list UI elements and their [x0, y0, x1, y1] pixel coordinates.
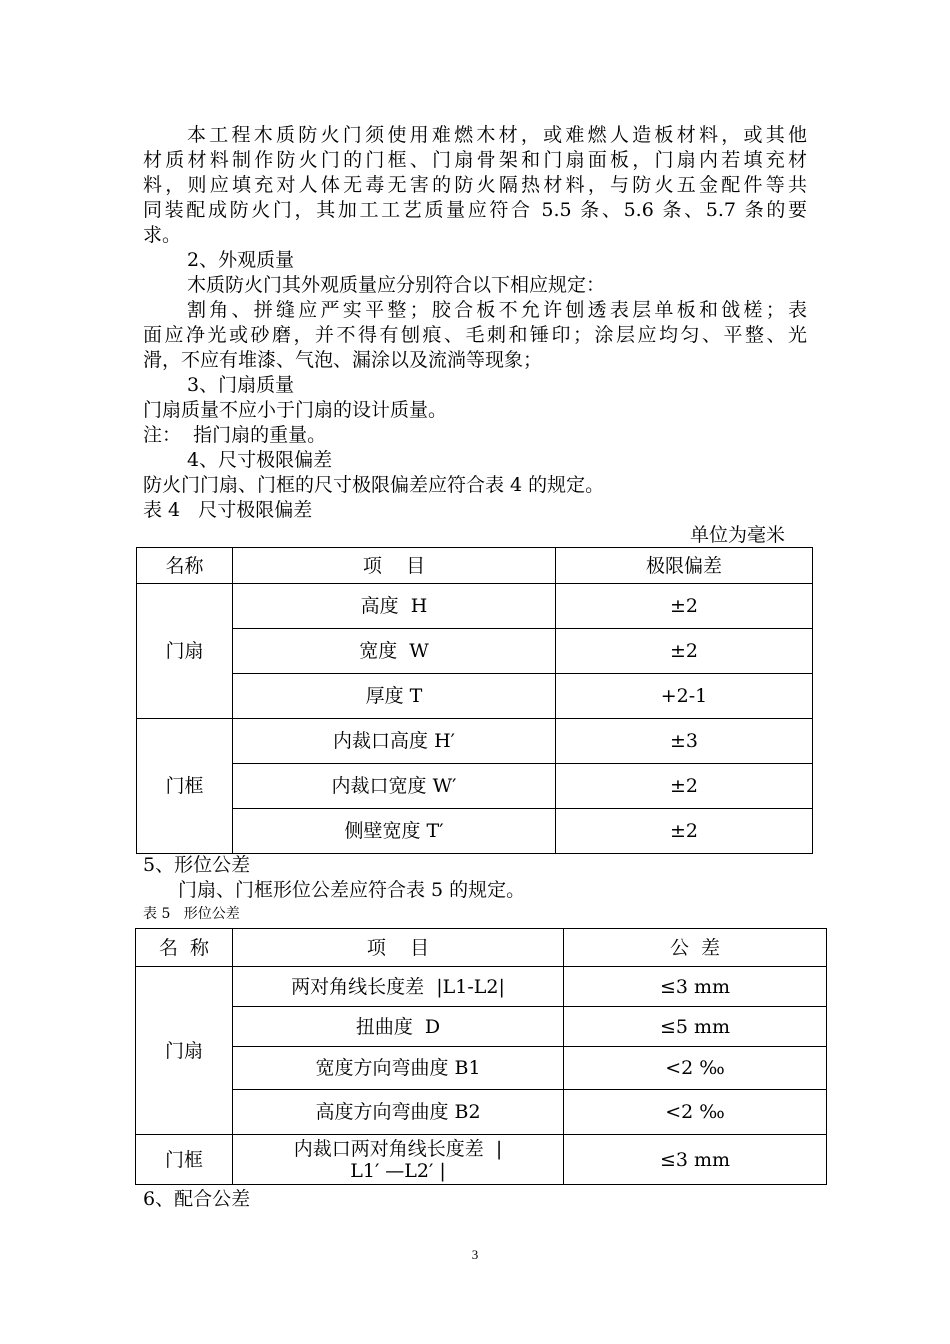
table-row	[136, 1090, 827, 1135]
table4-group-name: 门扇	[137, 584, 233, 719]
table4-item: 厚度 T	[233, 674, 556, 719]
table4-value: ±2	[556, 809, 813, 854]
table4-item: 内裁口宽度 W′	[233, 764, 556, 809]
table5-group-name: 门扇	[136, 967, 233, 1135]
section4-heading: 4、尺寸极限偏差	[187, 449, 333, 471]
intro-line-2: 材质材料制作防火门的门框、门扇骨架和门扇面板，门扇内若填充材	[143, 149, 807, 171]
table5-value: ≤5 mm	[564, 1007, 827, 1047]
table-header-row	[137, 548, 813, 584]
table5-header-tolerance: 公 差	[564, 929, 827, 967]
table-row	[136, 1007, 827, 1047]
table5-caption: 表 5 形位公差	[143, 906, 240, 922]
table4-item: 宽度 W	[233, 629, 556, 674]
table5-header-name: 名 称	[136, 929, 233, 967]
section2-body-1: 割角、拼缝应严实平整；胶合板不允许刨透表层单板和戗槎；表	[187, 299, 807, 321]
section3-note: 注： 指门扇的重量。	[143, 424, 327, 446]
table5-value: ≤3 mm	[564, 967, 827, 1007]
table4-value: ±2	[556, 629, 813, 674]
section2-body-2: 面应净光或砂磨，并不得有刨痕、毛刺和锤印；涂层应均匀、平整、光	[143, 324, 807, 346]
section3-heading: 3、门扇质量	[187, 374, 295, 396]
table4-item: 高度 H	[233, 584, 556, 629]
section2-lead: 木质防火门其外观质量应分别符合以下相应规定：	[187, 274, 606, 296]
table4-header-item: 项 目	[233, 548, 556, 584]
table5	[135, 928, 827, 1185]
table4	[136, 547, 813, 854]
table5-header-item: 项 目	[233, 929, 564, 967]
table4-value: +2-1	[556, 674, 813, 719]
table-row	[137, 764, 813, 809]
table4-item: 侧壁宽度 T′	[233, 809, 556, 854]
table-row	[137, 584, 813, 629]
intro-line-4: 同装配成防火门，其加工工艺质量应符合 5.5 条、5.6 条、5.7 条的要	[143, 199, 807, 221]
section6-heading: 6、配合公差	[143, 1188, 251, 1210]
table5-item: 两对角线长度差 |L1-L2|	[233, 967, 564, 1007]
table-row	[137, 719, 813, 764]
table-header-row	[136, 929, 827, 967]
table5-item: 扭曲度 D	[233, 1007, 564, 1047]
table5-item: 高度方向弯曲度 B2	[233, 1090, 564, 1135]
table5-item-line-1: 内裁口两对角线长度差 |	[293, 1137, 503, 1160]
table-row	[136, 1135, 827, 1185]
table4-value: ±2	[556, 584, 813, 629]
table4-header-tolerance: 极限偏差	[556, 548, 813, 584]
table4-caption: 表 4 尺寸极限偏差	[143, 499, 313, 521]
intro-line-5: 求。	[143, 224, 182, 246]
table-row	[137, 674, 813, 719]
table-row	[137, 629, 813, 674]
section5-heading: 5、形位公差	[143, 854, 251, 876]
section3-body: 门扇质量不应小于门扇的设计质量。	[143, 399, 448, 421]
table5-item-wrapped	[233, 1135, 564, 1185]
table5-item: 宽度方向弯曲度 B1	[233, 1047, 564, 1090]
table5-value: <2 ‰	[564, 1090, 827, 1135]
section5-body: 门扇、门框形位公差应符合表 5 的规定。	[178, 879, 526, 901]
intro-line-1: 本工程木质防火门须使用难燃木材，或难燃人造板材料，或其他	[187, 124, 807, 146]
table4-value: ±2	[556, 764, 813, 809]
table5-value: <2 ‰	[564, 1047, 827, 1090]
section4-body: 防火门门扇、门框的尺寸极限偏差应符合表 4 的规定。	[143, 474, 605, 496]
table4-value: ±3	[556, 719, 813, 764]
intro-line-3: 料，则应填充对人体无毒无害的防火隔热材料，与防火五金配件等共	[143, 174, 807, 196]
table5-group-name: 门框	[136, 1135, 233, 1185]
table4-group-name: 门框	[137, 719, 233, 854]
page-number: 3	[471, 1247, 479, 1262]
table-row	[136, 1047, 827, 1090]
table-row	[136, 967, 827, 1007]
table4-header-name: 名称	[137, 548, 233, 584]
table4-unit: 单位为毫米	[690, 524, 786, 546]
section2-body-3: 滑，不应有堆漆、气泡、漏涂以及流淌等现象；	[143, 349, 543, 371]
table5-value: ≤3 mm	[564, 1135, 827, 1185]
table-row	[137, 809, 813, 854]
table4-item: 内裁口高度 H′	[233, 719, 556, 764]
table5-item-line-2: L1′ —L2′ |	[350, 1159, 446, 1182]
section2-heading: 2、外观质量	[187, 249, 295, 271]
